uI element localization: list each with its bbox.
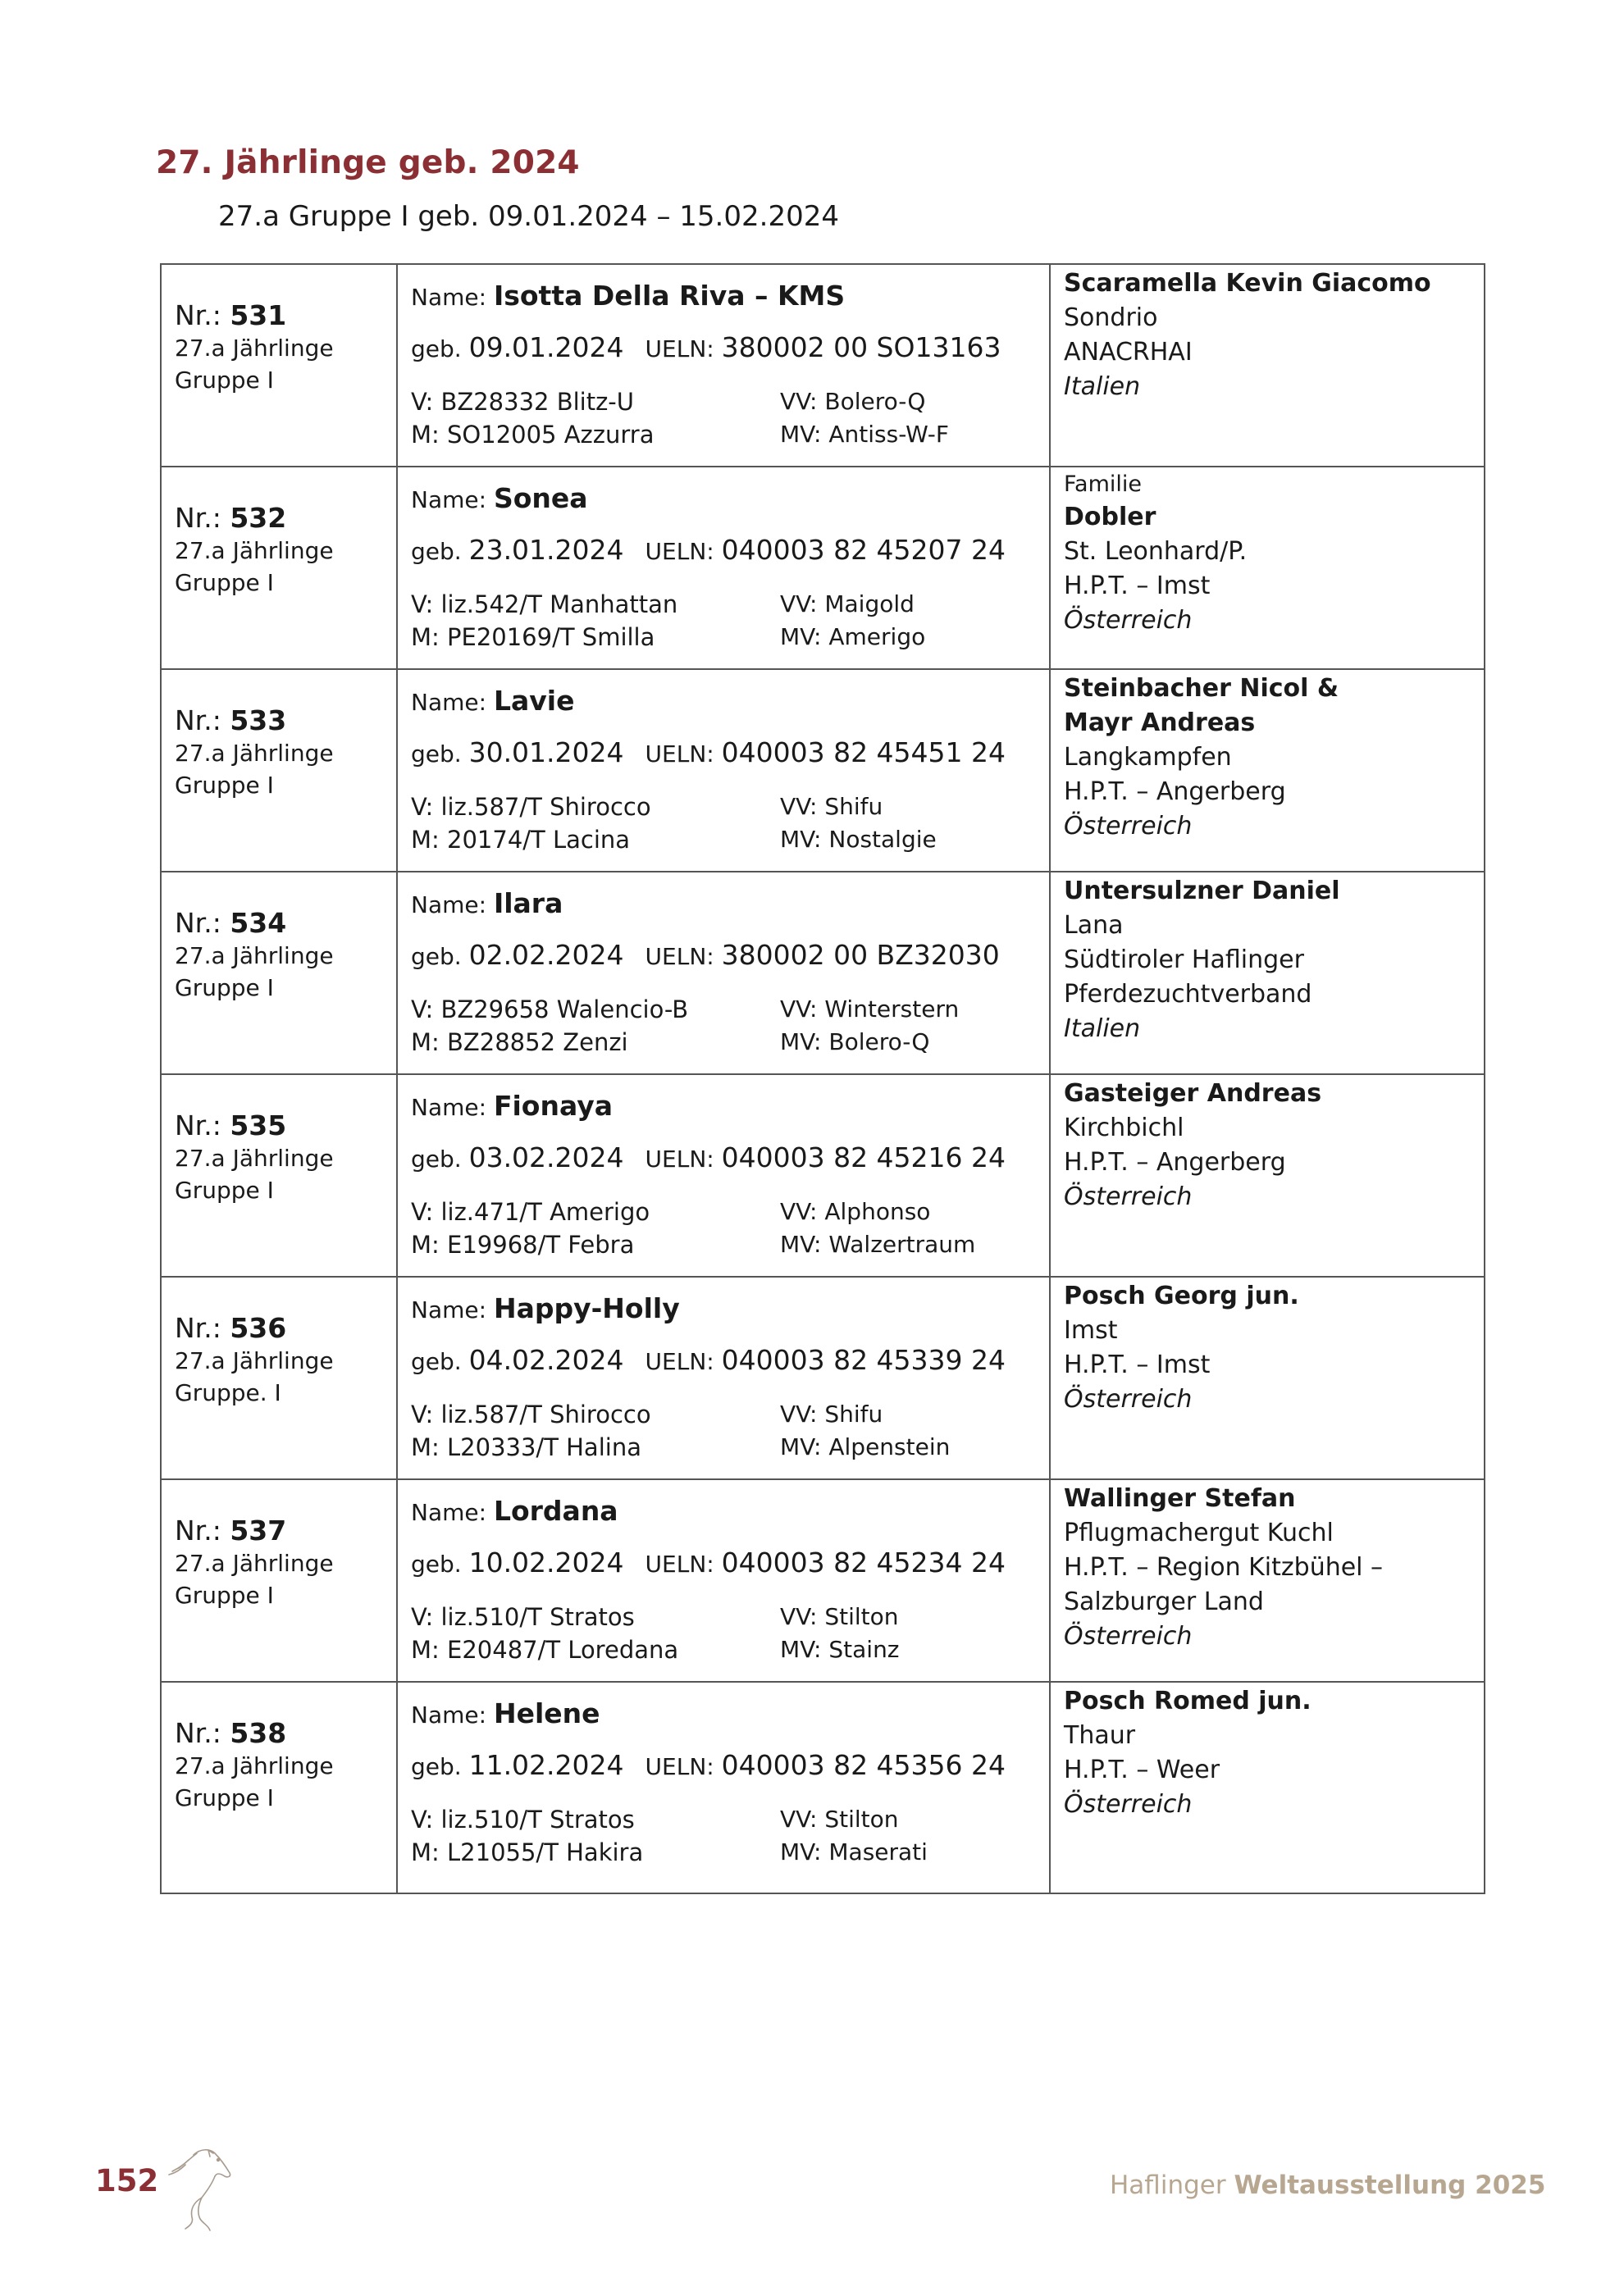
nr-label: Nr.: <box>175 1515 230 1547</box>
nr-value: 534 <box>230 907 287 939</box>
nr-value: 535 <box>230 1109 287 1141</box>
owner-detail: Sondrio <box>1064 303 1158 332</box>
group-label: Gruppe I <box>175 569 274 596</box>
sire-sire: VV: Maigold <box>780 590 915 617</box>
class-label: 27.a Jährlinge <box>175 1752 334 1779</box>
nr-label: Nr.: <box>175 299 230 331</box>
horse-name: Isotta Della Riva – KMS <box>493 280 846 312</box>
pedigree <box>411 588 1049 654</box>
owner-name: Dobler <box>1064 503 1156 531</box>
section-title: 27. Jährlinge geb. 2024 <box>156 144 580 181</box>
owner-detail: Thaur <box>1064 1721 1136 1750</box>
group-label: Gruppe I <box>175 1784 274 1811</box>
name-label: Name: <box>411 1499 494 1526</box>
owner-cell <box>1050 1277 1485 1479</box>
geb-label: geb. <box>411 740 469 768</box>
horse-name: Lavie <box>493 685 575 717</box>
ueln-value: 380002 00 SO13163 <box>721 331 1001 363</box>
owner-detail: Imst <box>1064 1316 1118 1345</box>
owner-detail: H.P.T. – Angerberg <box>1064 777 1286 806</box>
nr-value: 531 <box>230 299 287 331</box>
horse-name-line <box>411 1696 1049 1733</box>
owner-name: Posch Georg jun. <box>1064 1282 1299 1310</box>
birth-line <box>411 1140 1049 1178</box>
sire-sire: VV: Stilton <box>780 1806 899 1833</box>
name-label: Name: <box>411 1702 494 1729</box>
horse-cell <box>397 1074 1050 1277</box>
sire: V: liz.587/T Shirocco <box>411 793 651 821</box>
birth-line <box>411 735 1049 772</box>
geb-label: geb. <box>411 1146 469 1173</box>
owner-detail: Südtiroler Haflinger <box>1064 945 1304 974</box>
pedigree <box>411 790 1049 856</box>
nr-label: Nr.: <box>175 907 230 939</box>
geb-label: geb. <box>411 1551 469 1578</box>
owner-detail: H.P.T. – Imst <box>1064 572 1211 600</box>
group-label: Gruppe I <box>175 1177 274 1204</box>
owner-country: Österreich <box>1064 1790 1193 1819</box>
class-label: 27.a Jährlinge <box>175 1550 334 1577</box>
entry-number <box>175 704 396 737</box>
owner-detail: St. Leonhard/P. <box>1064 537 1248 566</box>
owner-detail: Familie <box>1064 472 1143 497</box>
entry-row <box>161 1479 1485 1682</box>
owner-detail: H.P.T. – Imst <box>1064 1351 1211 1379</box>
ueln-value: 040003 82 45451 24 <box>721 736 1006 768</box>
dam: M: L20333/T Halina <box>411 1433 641 1461</box>
horse-cell <box>397 669 1050 872</box>
nr-label: Nr.: <box>175 502 230 534</box>
horse-cell <box>397 1682 1050 1893</box>
sire-sire: VV: Winterstern <box>780 995 960 1023</box>
geb-label: geb. <box>411 335 469 362</box>
birth-line <box>411 330 1049 367</box>
ueln-value: 040003 82 45356 24 <box>721 1749 1006 1781</box>
entry-number <box>175 1717 396 1750</box>
birth-date: 02.02.2024 <box>468 939 624 971</box>
group-label: Gruppe I <box>175 1582 274 1609</box>
sire: V: BZ28332 Blitz-U <box>411 388 634 416</box>
group-label: Gruppe I <box>175 974 274 1001</box>
owner-detail: H.P.T. – Weer <box>1064 1756 1220 1784</box>
horse-name-line <box>411 481 1049 518</box>
entry-row <box>161 669 1485 872</box>
ueln-label: UELN: <box>645 740 722 768</box>
entry-number <box>175 502 396 535</box>
class-label: 27.a Jährlinge <box>175 1347 334 1374</box>
owner-country: Österreich <box>1064 1182 1193 1211</box>
owner-cell <box>1050 264 1485 467</box>
class-label: 27.a Jährlinge <box>175 335 334 362</box>
entry-number-cell <box>161 669 397 872</box>
ueln-label: UELN: <box>645 538 722 565</box>
birth-date: 03.02.2024 <box>468 1141 624 1173</box>
dam-sire: MV: Maserati <box>780 1838 928 1866</box>
name-label: Name: <box>411 689 494 716</box>
entry-number <box>175 1109 396 1142</box>
nr-label: Nr.: <box>175 704 230 736</box>
dam-sire: MV: Alpenstein <box>780 1433 951 1460</box>
footer-brand-bold: Weltausstellung 2025 <box>1234 2171 1546 2200</box>
haflinger-horse-icon <box>161 2143 236 2234</box>
owner-detail: Kirchbichl <box>1064 1114 1184 1142</box>
birth-date: 23.01.2024 <box>468 534 624 566</box>
dam-sire: MV: Bolero-Q <box>780 1028 930 1055</box>
class-label: 27.a Jährlinge <box>175 1145 334 1172</box>
name-label: Name: <box>411 284 494 311</box>
owner-cell <box>1050 467 1485 669</box>
name-label: Name: <box>411 1296 494 1323</box>
entry-number <box>175 299 396 332</box>
entry-number-cell <box>161 872 397 1074</box>
horse-name-line <box>411 683 1049 721</box>
class-label: 27.a Jährlinge <box>175 740 334 767</box>
dam-sire: MV: Amerigo <box>780 623 926 650</box>
owner-detail: Pferdezuchtverband <box>1064 980 1312 1009</box>
ueln-value: 040003 82 45207 24 <box>721 534 1006 566</box>
owner-detail: ANACRHAI <box>1064 338 1193 367</box>
sire: V: liz.471/T Amerigo <box>411 1198 650 1226</box>
sire: V: liz.510/T Stratos <box>411 1603 635 1631</box>
dam: M: SO12005 Azzurra <box>411 421 655 449</box>
owner-name: Gasteiger Andreas <box>1064 1079 1322 1108</box>
horse-cell <box>397 264 1050 467</box>
sire-sire: VV: Shifu <box>780 1401 883 1428</box>
dam-sire: MV: Walzertraum <box>780 1231 976 1258</box>
entry-row <box>161 1074 1485 1277</box>
horse-name-line <box>411 1088 1049 1126</box>
name-label: Name: <box>411 891 494 918</box>
sire-sire: VV: Stilton <box>780 1603 899 1630</box>
entry-number <box>175 1312 396 1345</box>
horse-name-line <box>411 278 1049 316</box>
horse-name: Helene <box>493 1697 600 1729</box>
geb-label: geb. <box>411 943 469 970</box>
dam: M: E20487/T Loredana <box>411 1636 679 1664</box>
owner-country: Österreich <box>1064 1385 1193 1414</box>
owner-cell <box>1050 1682 1485 1893</box>
class-label: 27.a Jährlinge <box>175 942 334 969</box>
group-title: 27.a Gruppe I geb. 09.01.2024 – 15.02.2024 <box>218 200 839 233</box>
ueln-value: 040003 82 45216 24 <box>721 1141 1006 1173</box>
horse-cell <box>397 872 1050 1074</box>
birth-date: 09.01.2024 <box>468 331 624 363</box>
nr-value: 536 <box>230 1312 287 1344</box>
birth-line <box>411 1747 1049 1785</box>
birth-line <box>411 1342 1049 1380</box>
nr-value: 537 <box>230 1515 287 1547</box>
entry-row <box>161 872 1485 1074</box>
horse-cell <box>397 1277 1050 1479</box>
birth-date: 11.02.2024 <box>468 1749 624 1781</box>
owner-name: Steinbacher Nicol & <box>1064 674 1339 703</box>
dam: M: PE20169/T Smilla <box>411 623 655 651</box>
owner-name: Scaramella Kevin Giacomo <box>1064 269 1431 298</box>
horse-name: Happy-Holly <box>493 1292 680 1324</box>
sire-sire: VV: Shifu <box>780 793 883 820</box>
geb-label: geb. <box>411 538 469 565</box>
pedigree <box>411 993 1049 1059</box>
owner-country: Italien <box>1064 1014 1141 1043</box>
entry-number-cell <box>161 1074 397 1277</box>
entry-number-cell <box>161 1682 397 1893</box>
horse-cell <box>397 467 1050 669</box>
horse-name: Ilara <box>493 887 563 919</box>
geb-label: geb. <box>411 1753 469 1780</box>
name-label: Name: <box>411 1094 494 1121</box>
dam-sire: MV: Stainz <box>780 1636 900 1663</box>
entry-number <box>175 1515 396 1547</box>
owner-detail: H.P.T. – Angerberg <box>1064 1148 1286 1177</box>
dam: M: 20174/T Lacina <box>411 826 631 854</box>
pedigree <box>411 385 1049 451</box>
owner-country: Österreich <box>1064 1622 1193 1651</box>
footer-brand-light: Haflinger <box>1110 2171 1234 2200</box>
entry-number-cell <box>161 264 397 467</box>
birth-date: 30.01.2024 <box>468 736 624 768</box>
birth-date: 10.02.2024 <box>468 1547 624 1578</box>
sire-sire: VV: Bolero-Q <box>780 388 926 415</box>
entry-row <box>161 1682 1485 1893</box>
owner-name: Posch Romed jun. <box>1064 1687 1312 1715</box>
owner-name: Untersulzner Daniel <box>1064 877 1340 905</box>
dam: M: L21055/T Hakira <box>411 1838 644 1866</box>
nr-value: 533 <box>230 704 287 736</box>
ueln-label: UELN: <box>645 1551 722 1578</box>
horse-name: Lordana <box>493 1495 618 1527</box>
owner-detail: Pflugmachergut Kuchl <box>1064 1519 1334 1547</box>
pedigree <box>411 1398 1049 1464</box>
ueln-label: UELN: <box>645 335 722 362</box>
page-number: 152 <box>95 2163 159 2198</box>
ueln-label: UELN: <box>645 943 722 970</box>
nr-label: Nr.: <box>175 1109 230 1141</box>
dam-sire: MV: Nostalgie <box>780 826 937 853</box>
name-label: Name: <box>411 486 494 513</box>
owner-cell <box>1050 669 1485 872</box>
ueln-value: 040003 82 45339 24 <box>721 1344 1006 1376</box>
owner-country: Österreich <box>1064 606 1193 635</box>
owner-detail: Lana <box>1064 911 1124 940</box>
pedigree <box>411 1803 1049 1869</box>
dam: M: E19968/T Febra <box>411 1231 635 1259</box>
birth-date: 04.02.2024 <box>468 1344 624 1376</box>
class-label: 27.a Jährlinge <box>175 537 334 564</box>
ueln-value: 380002 00 BZ32030 <box>721 939 1000 971</box>
birth-line <box>411 1545 1049 1583</box>
owner-cell <box>1050 872 1485 1074</box>
group-label: Gruppe. I <box>175 1379 281 1406</box>
dam: M: BZ28852 Zenzi <box>411 1028 628 1056</box>
horse-name-line <box>411 1493 1049 1531</box>
ueln-label: UELN: <box>645 1146 722 1173</box>
sire: V: liz.587/T Shirocco <box>411 1401 651 1428</box>
geb-label: geb. <box>411 1348 469 1375</box>
pedigree <box>411 1601 1049 1666</box>
owner-detail: Salzburger Land <box>1064 1588 1264 1616</box>
owner-cell <box>1050 1479 1485 1682</box>
nr-label: Nr.: <box>175 1717 230 1749</box>
birth-line <box>411 532 1049 570</box>
sire: V: liz.510/T Stratos <box>411 1806 635 1834</box>
group-label: Gruppe I <box>175 367 274 394</box>
ueln-value: 040003 82 45234 24 <box>721 1547 1006 1578</box>
pedigree <box>411 1196 1049 1261</box>
entry-number-cell <box>161 467 397 669</box>
dam-sire: MV: Antiss-W-F <box>780 421 949 448</box>
owner-country: Österreich <box>1064 812 1193 840</box>
entry-row <box>161 1277 1485 1479</box>
entry-number-cell <box>161 1277 397 1479</box>
owner-name: Mayr Andreas <box>1064 708 1256 737</box>
horse-name: Sonea <box>493 482 588 514</box>
entries-table <box>160 263 1485 1894</box>
ueln-label: UELN: <box>645 1753 722 1780</box>
owner-detail: Langkampfen <box>1064 743 1232 772</box>
nr-label: Nr.: <box>175 1312 230 1344</box>
sire: V: BZ29658 Walencio-B <box>411 995 689 1023</box>
horse-name-line <box>411 886 1049 923</box>
group-label: Gruppe I <box>175 772 274 799</box>
nr-value: 532 <box>230 502 287 534</box>
horse-name: Fionaya <box>493 1090 614 1122</box>
horse-name-line <box>411 1291 1049 1328</box>
birth-line <box>411 937 1049 975</box>
entry-row <box>161 264 1485 467</box>
entry-number-cell <box>161 1479 397 1682</box>
nr-value: 538 <box>230 1717 287 1749</box>
ueln-label: UELN: <box>645 1348 722 1375</box>
footer-brand <box>1110 2171 1545 2200</box>
owner-name: Wallinger Stefan <box>1064 1484 1296 1513</box>
owner-cell <box>1050 1074 1485 1277</box>
owner-detail: H.P.T. – Region Kitzbühel – <box>1064 1553 1384 1582</box>
sire: V: liz.542/T Manhattan <box>411 590 678 618</box>
entry-row <box>161 467 1485 669</box>
owner-country: Italien <box>1064 372 1141 401</box>
horse-cell <box>397 1479 1050 1682</box>
sire-sire: VV: Alphonso <box>780 1198 931 1225</box>
entry-number <box>175 907 396 940</box>
